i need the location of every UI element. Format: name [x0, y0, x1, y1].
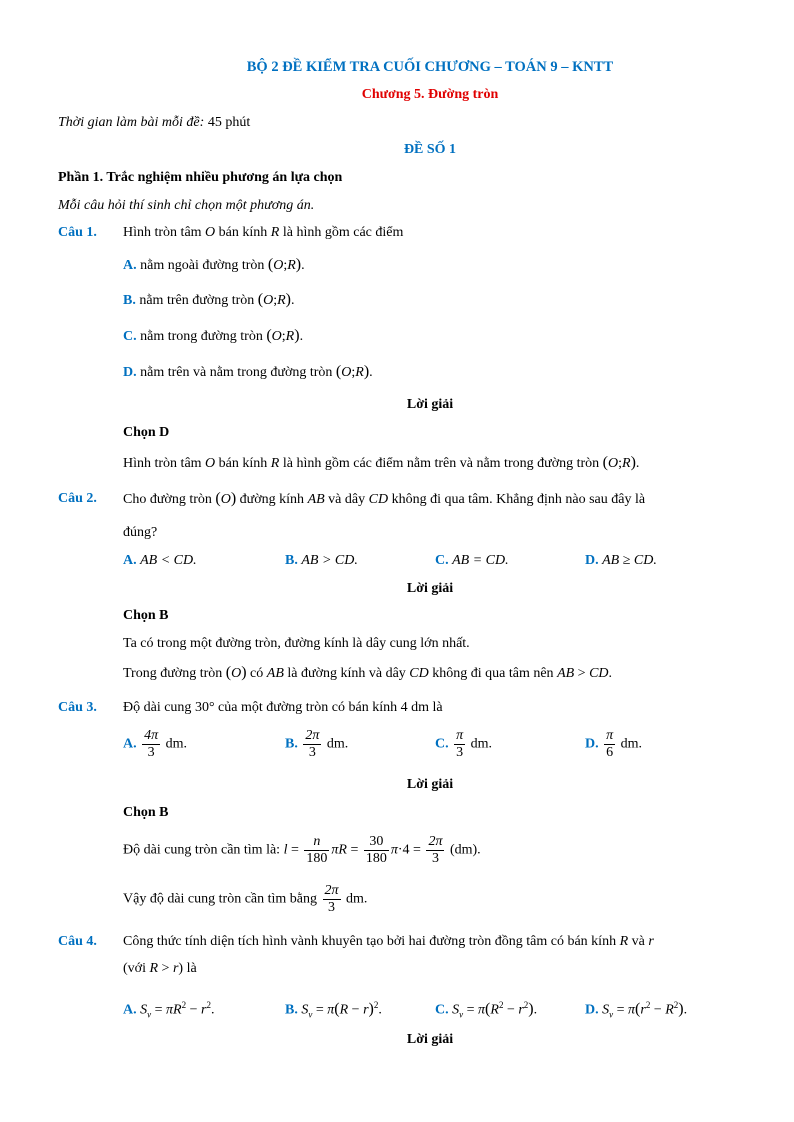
answer-option	[285, 552, 358, 570]
fraction-denominator: 3	[308, 745, 316, 760]
option-text: AB > CD.	[301, 553, 358, 568]
option-key: D.	[585, 1002, 599, 1018]
solution-conclusion: Vậy độ dài cung tròn cần tìm bằng $\frac{2\pi}{3}$ dm.	[123, 883, 368, 915]
solution-text: Hình tròn tâm O bán kính R là hình gồm các điểm nằm trên và nằm trong đường tròn (O;R).	[123, 454, 640, 471]
fraction-numerator: π	[456, 728, 464, 743]
fraction-numerator: π	[606, 728, 614, 743]
time-label: Thời gian làm bài mỗi đề:	[58, 115, 205, 130]
fraction-numerator: 2π	[305, 728, 320, 743]
solution-heading: Lời giải	[406, 397, 454, 412]
stem-text: Hình tròn tâm	[123, 225, 202, 240]
explanation-unit: (dm).	[449, 842, 481, 858]
explanation-text: dm.	[346, 891, 368, 907]
option-key: B.	[123, 293, 136, 308]
explanation-text: là đường kính và dây	[287, 666, 406, 681]
option-unit: dm.	[326, 736, 349, 752]
fraction-denominator: 6	[606, 745, 614, 760]
option-key: C.	[435, 736, 449, 752]
option-text: nằm trong đường tròn	[140, 329, 263, 344]
option-key: A.	[123, 553, 137, 568]
document-title: BỘ 2 ĐỀ KIỂM TRA CUỐI CHƯƠNG – TOÁN 9 – KNTT	[246, 59, 614, 75]
question-label: Câu 4.	[58, 934, 97, 949]
question-stem: Cho đường tròn (O) đường kính AB và dây CD không đi qua tâm. Khẳng định nào sau đây là	[123, 490, 646, 507]
answer-option	[123, 552, 197, 570]
answer-option: C. nằm trong đường tròn (O;R).	[123, 327, 304, 344]
answer-option: A. $S_v = \pi R^2 - r^2$.	[123, 1000, 215, 1020]
answer-option	[123, 728, 187, 761]
answer-option: B. $S_v = \pi(R - r)^2$.	[285, 1000, 382, 1020]
question-stem: Hình tròn tâm O bán kính R là hình gồm các điểm	[123, 225, 404, 240]
question-stem: Công thức tính diện tích hình vành khuyên tạo bởi hai đường tròn đồng tâm có bán kính R và r	[123, 934, 654, 949]
answer-option: A. nằm ngoài đường tròn (O;R).	[123, 256, 305, 273]
option-text: nằm ngoài đường tròn	[140, 258, 265, 273]
solution-heading: Lời giải	[406, 1032, 454, 1047]
option-key: D.	[123, 365, 137, 380]
answer-option: B. nằm trên đường tròn (O;R).	[123, 291, 295, 308]
option-key: A.	[123, 1002, 137, 1018]
solution-text: Ta có trong một đường tròn, đường kính là dây cung lớn nhất.	[123, 636, 470, 651]
option-key: C.	[435, 553, 449, 568]
answer-option	[435, 552, 509, 570]
option-text: AB ≥ CD.	[602, 553, 657, 568]
part-heading: Phần 1. Trắc nghiệm nhiều phương án lựa chọn	[58, 170, 343, 185]
solution-heading: Lời giải	[406, 581, 454, 596]
chosen-answer: Chọn B	[123, 608, 169, 623]
time-line	[58, 114, 250, 132]
solution-text: Trong đường tròn (O) có AB là đường kính và dây CD không đi qua tâm nên AB > CD.	[123, 664, 613, 681]
option-key: B.	[285, 736, 298, 752]
explanation-text: là hình gồm các điểm nằm trên và nằm trong đường tròn	[282, 456, 600, 471]
time-value: 45 phút	[207, 115, 251, 130]
option-key: C.	[123, 329, 137, 344]
question-label: Câu 2.	[58, 491, 97, 506]
answer-option	[585, 552, 657, 570]
stem-text: của một đường tròn có bán kính	[218, 700, 398, 715]
question-label: Câu 1.	[58, 225, 97, 240]
option-key: A.	[123, 736, 137, 752]
solution-heading: Lời giải	[406, 777, 454, 792]
stem-text: không đi qua tâm. Khẳng định nào sau đây là	[391, 492, 646, 507]
chapter-title: Chương 5. Đường tròn	[361, 87, 499, 102]
stem-text: Cho đường tròn	[123, 492, 212, 507]
option-text: AB < CD.	[140, 553, 197, 568]
stem-text: 4 dm	[400, 700, 430, 715]
solution-formula: Độ dài cung tròn cần tìm là: l = $\frac{n}{180}$ πR = $\frac{30}{180}$ π·4 = $\frac{2\pi}{3}$ (dm).	[123, 834, 481, 866]
stem-text: đường kính	[239, 492, 305, 507]
question-stem: Độ dài cung 30° của một đường tròn có bán kính 4 dm là	[123, 700, 443, 715]
option-text: nằm trên và nằm trong đường tròn	[140, 365, 333, 380]
part-instruction: Mỗi câu hỏi thí sinh chỉ chọn một phương án.	[58, 198, 315, 213]
option-unit: dm.	[620, 736, 643, 752]
stem-text: và dây	[328, 492, 366, 507]
option-text: AB = CD.	[452, 553, 509, 568]
explanation-text: bán kính	[218, 456, 268, 471]
answer-option: C. $S_v = \pi(R^2 - r^2)$.	[435, 1000, 538, 1020]
option-key: D.	[585, 736, 599, 752]
stem-text: bán kính	[218, 225, 268, 240]
stem-text: là hình gồm các điểm	[282, 225, 404, 240]
fraction-denominator: 3	[147, 745, 155, 760]
stem-text: là	[432, 700, 443, 715]
chosen-answer: Chọn B	[123, 805, 169, 820]
answer-option: D. nằm trên và nằm trong đường tròn (O;R).	[123, 363, 373, 380]
answer-option: D. $S_v = \pi(r^2 - R^2)$.	[585, 1000, 688, 1020]
fraction-denominator: 3	[456, 745, 464, 760]
answer-option	[285, 728, 348, 761]
stem-text: Công thức tính diện tích hình vành khuyên tạo bởi hai đường tròn đồng tâm có bán kính	[123, 934, 617, 949]
stem-text: là	[186, 961, 197, 976]
explanation-text: có	[250, 666, 264, 681]
explanation-text: Vậy độ dài cung tròn cần tìm bằng	[123, 891, 318, 907]
answer-option	[585, 728, 642, 761]
question-stem-line2: đúng?	[123, 525, 158, 540]
option-unit: dm.	[470, 736, 493, 752]
explanation-text: Độ dài cung tròn cần tìm là:	[123, 842, 281, 858]
option-key: B.	[285, 553, 298, 568]
fraction-numerator: 4π	[144, 728, 159, 743]
explanation-text: Trong đường tròn	[123, 666, 223, 681]
answer-option	[435, 728, 492, 761]
exam-number: ĐỀ SỐ 1	[403, 142, 457, 157]
stem-text: Độ dài cung	[123, 700, 192, 715]
stem-text: và	[631, 934, 645, 949]
explanation-text: không đi qua tâm nên	[432, 666, 554, 681]
chosen-answer: Chọn D	[123, 425, 170, 440]
option-key: D.	[585, 553, 599, 568]
question-label: Câu 3.	[58, 700, 97, 715]
option-text: nằm trên đường tròn	[139, 293, 255, 308]
option-key: A.	[123, 258, 137, 273]
stem-text: (với	[123, 961, 146, 976]
question-stem-line2: (với R > r) là	[123, 961, 197, 976]
option-unit: dm.	[165, 736, 188, 752]
option-key: C.	[435, 1002, 449, 1018]
explanation-text: Hình tròn tâm	[123, 456, 202, 471]
option-key: B.	[285, 1002, 298, 1018]
